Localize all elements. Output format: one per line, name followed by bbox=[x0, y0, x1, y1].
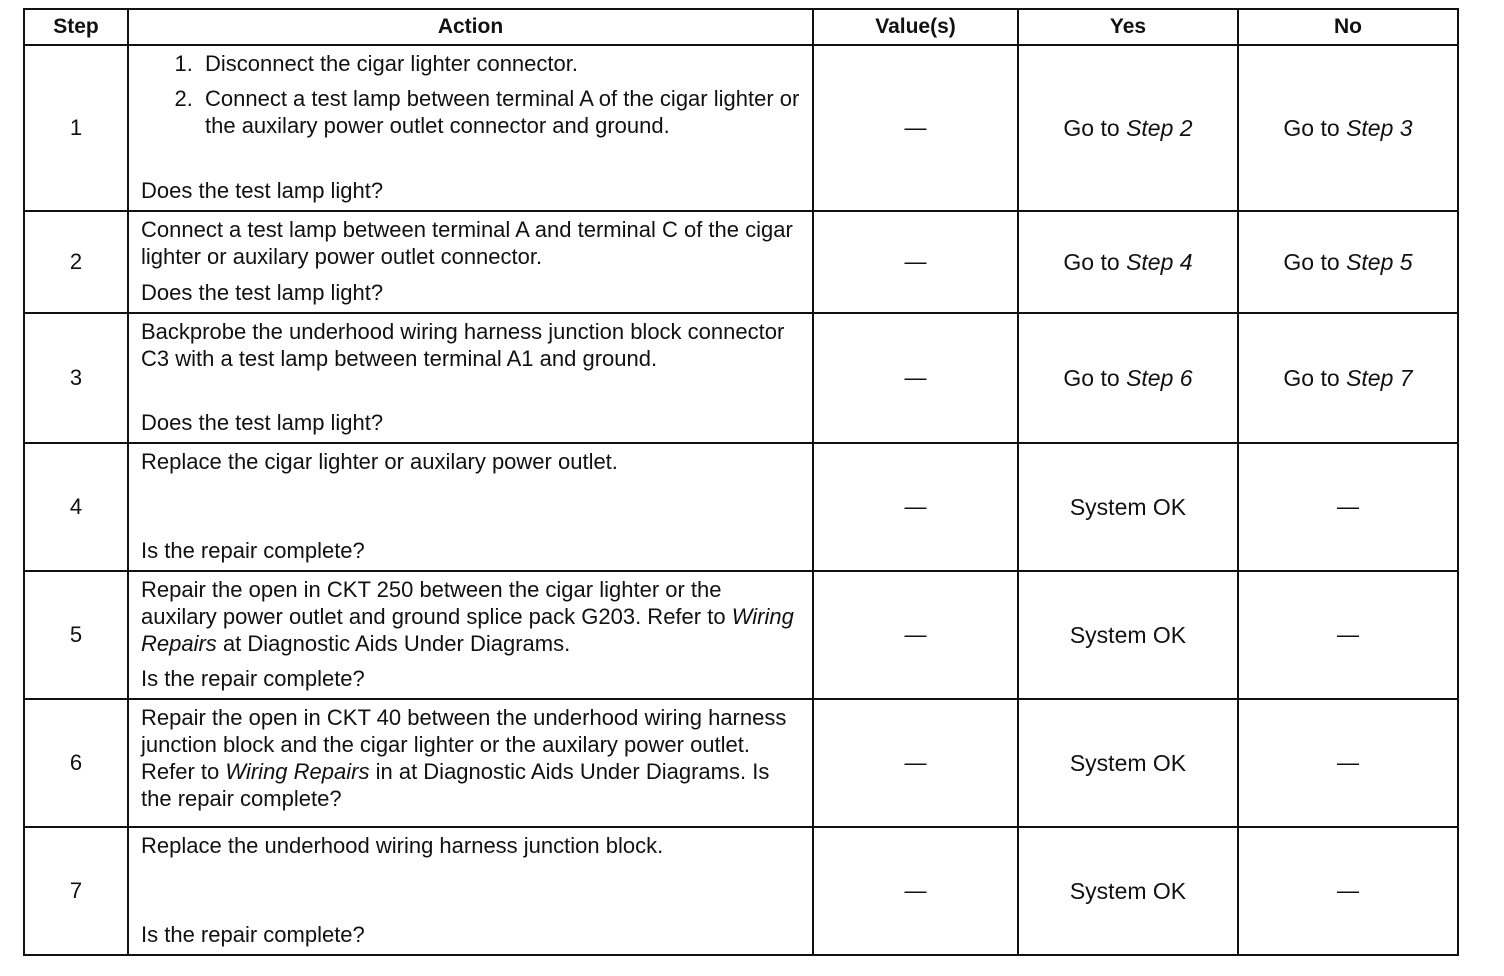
action-text: Backprobe the underhood wiring harness junction block connector C3 with a test lamp between terminal A1 and ground. bbox=[141, 319, 785, 371]
yes-step-link[interactable]: Step 4 bbox=[1126, 248, 1193, 275]
action-question: Is the repair complete? bbox=[141, 666, 365, 691]
action-list bbox=[141, 50, 800, 139]
no-cell bbox=[1238, 699, 1458, 827]
no-cell bbox=[1238, 45, 1458, 211]
table-row bbox=[24, 443, 1458, 571]
action-question: Does the test lamp light? bbox=[141, 280, 384, 305]
step-number: 2 bbox=[24, 211, 128, 313]
yes-result: System OK bbox=[1069, 621, 1187, 648]
action-cell bbox=[128, 45, 813, 211]
value-cell bbox=[813, 313, 1018, 443]
step-number: 5 bbox=[24, 571, 128, 699]
step-number: 3 bbox=[24, 313, 128, 443]
yes-cell bbox=[1018, 211, 1238, 313]
value-cell bbox=[813, 211, 1018, 313]
table-row bbox=[24, 571, 1458, 699]
no-prefix: Go to bbox=[1283, 248, 1340, 275]
no-cell bbox=[1238, 443, 1458, 571]
yes-cell bbox=[1018, 827, 1238, 955]
yes-cell bbox=[1018, 699, 1238, 827]
value-dash: — bbox=[904, 249, 927, 274]
yes-prefix: Go to bbox=[1063, 364, 1120, 391]
yes-cell bbox=[1018, 571, 1238, 699]
value-dash: — bbox=[904, 622, 927, 647]
header-step: Step bbox=[24, 9, 128, 45]
yes-result: System OK bbox=[1069, 877, 1187, 904]
table-row bbox=[24, 313, 1458, 443]
header-row bbox=[24, 9, 1458, 45]
step-number: 6 bbox=[24, 699, 128, 827]
step-number: 4 bbox=[24, 443, 128, 571]
value-dash: — bbox=[904, 878, 927, 903]
action-text-part: in at Diagnostic Aids Under Diagrams. Is the repair complete? bbox=[141, 759, 770, 811]
no-step-link[interactable]: Step 5 bbox=[1346, 248, 1413, 275]
action-question: Does the test lamp light? bbox=[141, 410, 384, 435]
action-question: Does the test lamp light? bbox=[141, 178, 384, 203]
action-cell bbox=[128, 699, 813, 827]
action-cell bbox=[128, 443, 813, 571]
action-question: Is the repair complete? bbox=[141, 538, 365, 563]
action-cell bbox=[128, 211, 813, 313]
header-no: No bbox=[1238, 9, 1458, 45]
table-row bbox=[24, 211, 1458, 313]
action-text: Replace the cigar lighter or auxilary power outlet. bbox=[141, 449, 618, 474]
step-number: 1 bbox=[24, 45, 128, 211]
action-text bbox=[141, 704, 800, 812]
header-values: Value(s) bbox=[813, 9, 1018, 45]
yes-cell bbox=[1018, 313, 1238, 443]
action-text-part: at Diagnostic Aids Under Diagrams. bbox=[222, 631, 571, 656]
header-action: Action bbox=[128, 9, 813, 45]
yes-prefix: Go to bbox=[1063, 114, 1120, 141]
no-prefix: Go to bbox=[1283, 364, 1340, 391]
table-row bbox=[24, 699, 1458, 827]
value-dash: — bbox=[904, 494, 927, 519]
table-row bbox=[24, 45, 1458, 211]
value-cell bbox=[813, 571, 1018, 699]
action-text: Replace the underhood wiring harness junction block. bbox=[141, 833, 664, 858]
value-cell bbox=[813, 699, 1018, 827]
no-step-link[interactable]: Step 3 bbox=[1346, 114, 1413, 141]
yes-step-link[interactable]: Step 2 bbox=[1126, 114, 1193, 141]
diagnostic-table bbox=[23, 8, 1459, 956]
no-cell bbox=[1238, 313, 1458, 443]
yes-cell bbox=[1018, 443, 1238, 571]
no-prefix: Go to bbox=[1283, 114, 1340, 141]
no-dash: — bbox=[1337, 494, 1359, 519]
list-item: 2. Connect a test lamp between terminal A of the cigar lighter or the auxilary power outlet connector and ground. bbox=[199, 85, 800, 139]
action-text: Connect a test lamp between terminal A and terminal C of the cigar lighter or auxilary power outlet connector. bbox=[141, 217, 793, 269]
value-cell bbox=[813, 443, 1018, 571]
step-number: 7 bbox=[24, 827, 128, 955]
action-cell bbox=[128, 571, 813, 699]
yes-prefix: Go to bbox=[1063, 248, 1120, 275]
yes-cell bbox=[1018, 45, 1238, 211]
header-yes: Yes bbox=[1018, 9, 1238, 45]
action-cell bbox=[128, 313, 813, 443]
wiring-repairs-reference: Wiring Repairs bbox=[225, 759, 370, 784]
wiring-repairs-reference: Wiring Repairs bbox=[141, 604, 794, 656]
value-cell bbox=[813, 45, 1018, 211]
table-row bbox=[24, 827, 1458, 955]
yes-step-link[interactable]: Step 6 bbox=[1126, 364, 1193, 391]
no-cell bbox=[1238, 827, 1458, 955]
yes-result: System OK bbox=[1069, 749, 1187, 776]
no-dash: — bbox=[1337, 622, 1359, 647]
value-dash: — bbox=[904, 115, 927, 140]
value-dash: — bbox=[904, 750, 927, 775]
no-step-link[interactable]: Step 7 bbox=[1346, 364, 1413, 391]
value-cell bbox=[813, 827, 1018, 955]
no-dash: — bbox=[1337, 750, 1359, 775]
action-question: Is the repair complete? bbox=[141, 922, 365, 947]
no-cell bbox=[1238, 211, 1458, 313]
no-dash: — bbox=[1337, 878, 1359, 903]
value-dash: — bbox=[904, 365, 927, 390]
action-cell bbox=[128, 827, 813, 955]
no-cell bbox=[1238, 571, 1458, 699]
action-text-part: Repair the open in CKT 250 between the cigar lighter or the auxilary power outlet and ground splice pack G203. Refer to bbox=[141, 577, 726, 629]
action-text bbox=[141, 576, 800, 657]
list-item: 1. Disconnect the cigar lighter connector. bbox=[199, 50, 800, 77]
yes-result: System OK bbox=[1069, 493, 1187, 520]
action-text-part: Repair the open in CKT 40 between the underhood wiring harness junction block and the cigar lighter or the auxilary power outlet. Refer to bbox=[141, 705, 787, 784]
